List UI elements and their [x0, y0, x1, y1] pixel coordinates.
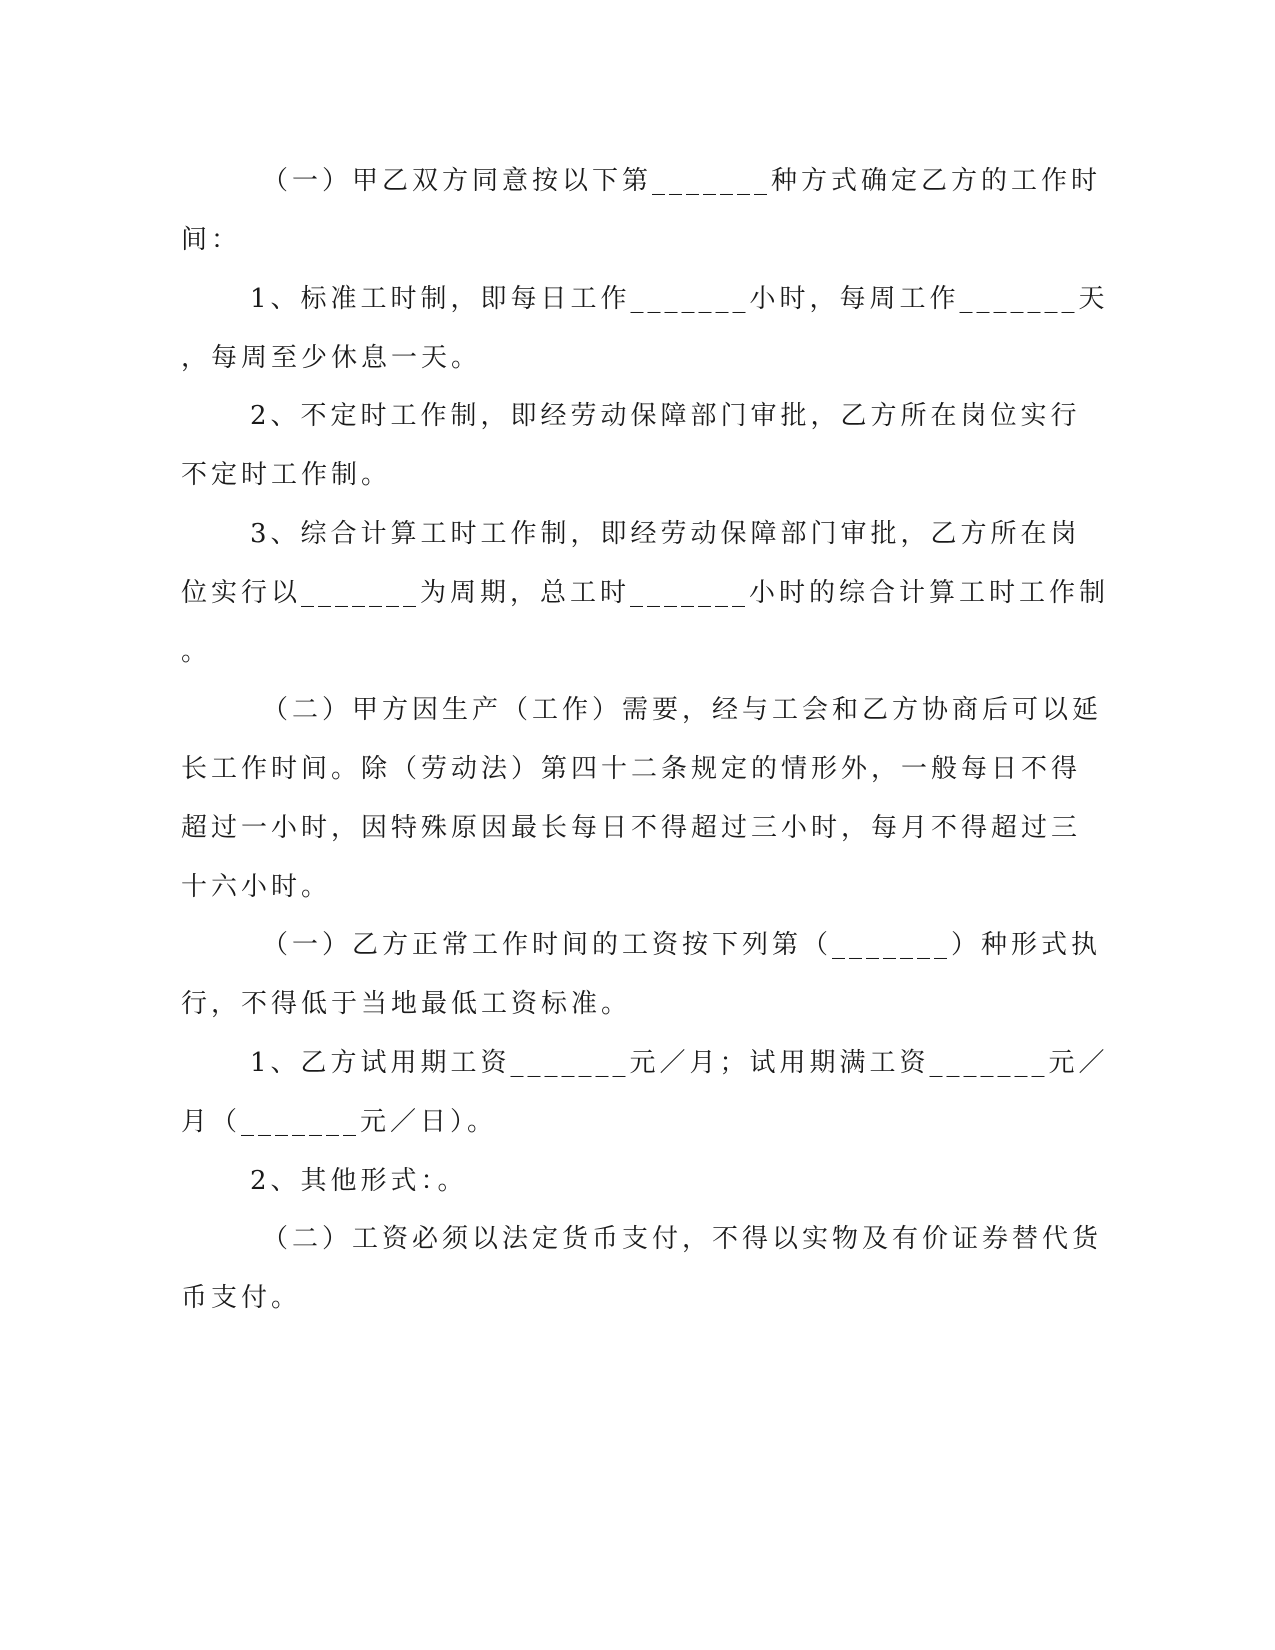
text-line: 1、乙方试用期工资_______元／月；试用期满工资_______元／ — [250, 1048, 1109, 1078]
text-line: 位实行以_______为周期，总工时_______小时的综合计算工时工作制 — [181, 578, 1110, 608]
text-line: 。 — [181, 637, 212, 667]
text-line: 1、标准工时制，即每日工作_______小时，每周工作_______天 — [250, 284, 1109, 314]
text-line: 间： — [181, 225, 242, 255]
text-line: （二）工资必须以法定货币支付，不得以实物及有价证券替代货 — [262, 1224, 1103, 1254]
text-line: 2、不定时工作制，即经劳动保障部门审批，乙方所在岗位实行 — [250, 401, 1081, 431]
text-line: 2、其他形式：。 — [250, 1166, 468, 1196]
text-line: （一）甲乙双方同意按以下第_______种方式确定乙方的工作时 — [262, 166, 1102, 196]
text-line: ，每周至少休息一天。 — [181, 343, 482, 373]
text-line: （二）甲方因生产（工作）需要，经与工会和乙方协商后可以延 — [262, 695, 1103, 725]
text-line: 3、综合计算工时工作制，即经劳动保障部门审批，乙方所在岗 — [250, 519, 1081, 549]
text-line: 长工作时间。除（劳动法）第四十二条规定的情形外，一般每日不得 — [181, 754, 1082, 784]
text-line: 超过一小时，因特殊原因最长每日不得超过三小时，每月不得超过三 — [181, 813, 1082, 843]
text-line: 不定时工作制。 — [181, 460, 392, 490]
text-line: 行，不得低于当地最低工资标准。 — [181, 989, 632, 1019]
text-line: 十六小时。 — [181, 872, 332, 902]
text-line: 月（_______元／日）。 — [181, 1107, 498, 1137]
text-line: 币支付。 — [181, 1283, 302, 1313]
text-line: （一）乙方正常工作时间的工资按下列第（_______）种形式执 — [262, 930, 1102, 960]
